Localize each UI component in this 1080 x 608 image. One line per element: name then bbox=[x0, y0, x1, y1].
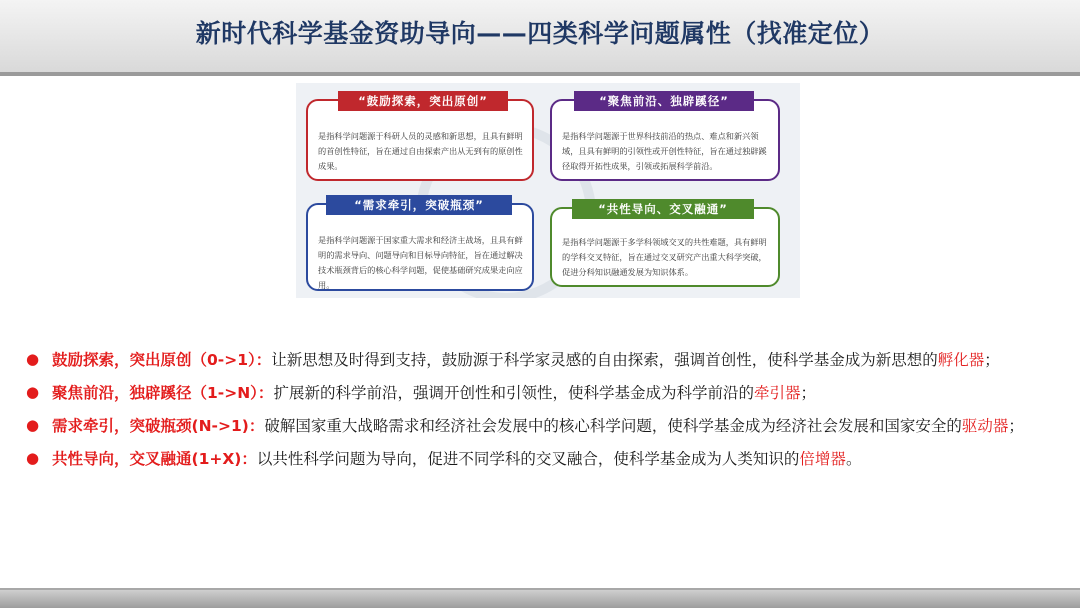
bullet-dot-icon: ● bbox=[26, 449, 40, 467]
card-tag: “聚焦前沿、独辟蹊径” bbox=[574, 91, 754, 111]
card-text: 是指科学问题源于国家重大需求和经济主战场，且具有鲜明的需求导向、问题导向和目标导向特征，旨在通过解决技术瓶颈背后的核心科学问题，促使基础研究成果走向应用。 bbox=[318, 235, 523, 290]
item-text: 扩展新的科学前沿，强调开创性和引领性，使科学基金成为科学前沿的 bbox=[273, 384, 754, 402]
list-item bbox=[26, 449, 1066, 470]
bullet-dot-icon: ● bbox=[26, 383, 40, 401]
item-keyword: 牵引器 bbox=[753, 384, 801, 402]
card-encourage-exploration bbox=[306, 94, 534, 181]
card-text: 是指科学问题源于科研人员的灵感和新思想，且具有鲜明的首创性特征，旨在通过自由探索产出从无到有的原创性成果。 bbox=[318, 131, 523, 171]
card-focus-frontier bbox=[550, 94, 780, 181]
card-tag: “需求牵引，突破瓶颈” bbox=[326, 195, 512, 215]
card-text: 是指科学问题源于多学科领域交叉的共性难题，具有鲜明的学科交叉特征，旨在通过交叉研究产出重大科学突破，促进分科知识融通发展为知识体系。 bbox=[562, 237, 767, 277]
item-text: 以共性科学问题为导向，促进不同学科的交叉融合，使科学基金成为人类知识的 bbox=[256, 450, 800, 468]
card-demand-driven bbox=[306, 198, 534, 291]
item-label: 需求牵引，突破瓶颈(N->1)： bbox=[52, 417, 265, 435]
list-item bbox=[26, 383, 1066, 404]
bullet-list bbox=[26, 350, 1066, 482]
bullet-dot-icon: ● bbox=[26, 416, 40, 434]
item-keyword: 倍增器 bbox=[799, 450, 846, 468]
list-item bbox=[26, 416, 1066, 437]
list-item bbox=[26, 350, 1066, 371]
header-divider bbox=[0, 72, 1080, 76]
item-label: 共性导向，交叉融通(1+X)： bbox=[52, 450, 257, 468]
footer-bar bbox=[0, 590, 1080, 608]
item-text: 让新思想及时得到支持，鼓励源于科学家灵感的自由探索，强调首创性，使科学基金成为新思想的 bbox=[271, 351, 938, 369]
item-end: 。 bbox=[845, 450, 862, 468]
card-tag: “鼓励探索，突出原创” bbox=[338, 91, 508, 111]
item-end: ； bbox=[984, 351, 1000, 369]
card-tag: “共性导向、交叉融通” bbox=[572, 199, 754, 219]
item-label: 聚焦前沿，独辟蹊径（1->N）： bbox=[52, 384, 274, 402]
attributes-figure bbox=[296, 83, 800, 298]
item-label: 鼓励探索，突出原创（0->1）： bbox=[52, 351, 272, 369]
bullet-dot-icon: ● bbox=[26, 350, 40, 368]
card-text: 是指科学问题源于世界科技前沿的热点、难点和新兴领域，且具有鲜明的引领性或开创性特征，旨在通过独辟蹊径取得开拓性成果，引领或拓展科学前沿。 bbox=[562, 131, 767, 171]
item-end: ； bbox=[800, 384, 816, 402]
item-keyword: 孵化器 bbox=[937, 351, 985, 369]
card-common-interdisciplinary bbox=[550, 202, 780, 287]
item-end: ； bbox=[1008, 417, 1024, 435]
item-keyword: 驱动器 bbox=[961, 417, 1009, 435]
item-text: 破解国家重大战略需求和经济社会发展中的核心科学问题，使科学基金成为经济社会发展和国家安全的 bbox=[264, 417, 962, 435]
page-title: 新时代科学基金资助导向——四类科学问题属性（找准定位） bbox=[195, 19, 885, 48]
